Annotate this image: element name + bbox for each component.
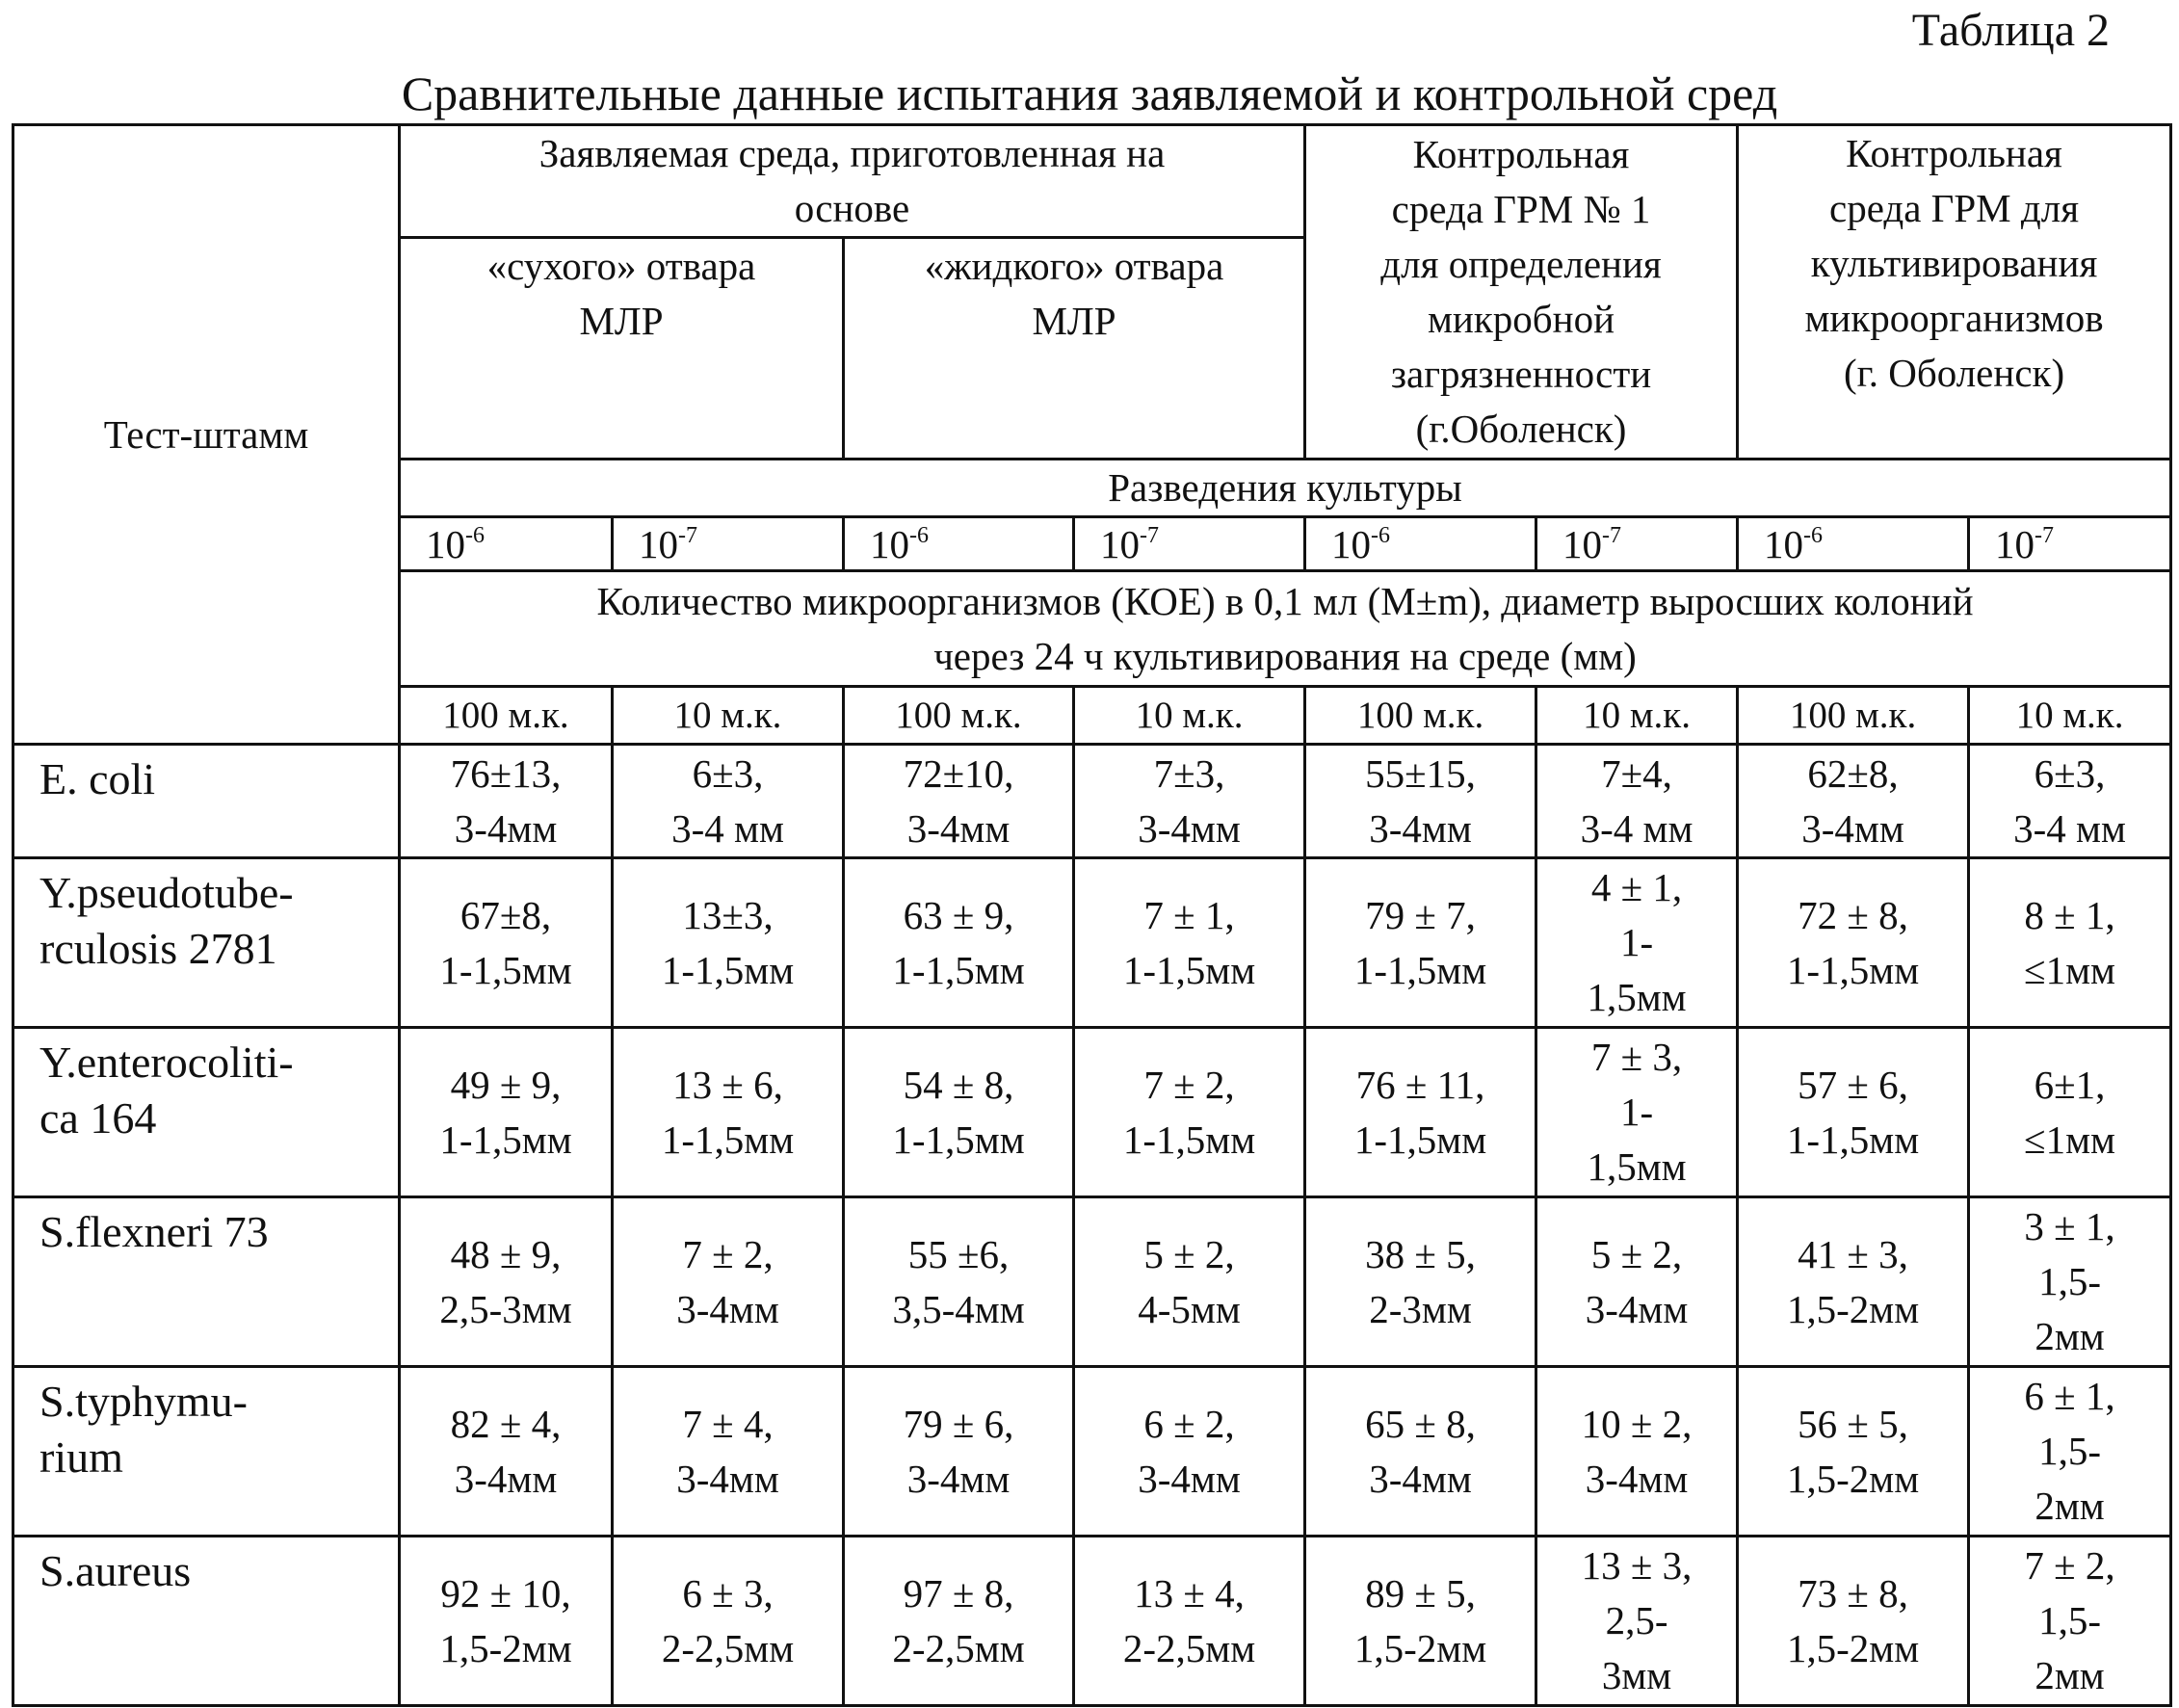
result-cell	[613, 1367, 844, 1537]
result-cell	[844, 858, 1074, 1028]
header-colony-count-text: Количество микроорганизмов (КОЕ) в 0,1 мл (М±m), диаметр выросших колоний через 24 ч культивирования на среде (мм)	[405, 574, 2166, 684]
result-cell	[1738, 858, 1969, 1028]
comparison-table	[12, 123, 2172, 1707]
result-cell	[844, 745, 1074, 858]
result-cell	[400, 1197, 613, 1367]
result-cell	[1074, 858, 1305, 1028]
header-mk-100: 100 м.к.	[400, 687, 613, 745]
result-cell	[1074, 745, 1305, 858]
result-cell	[1305, 1028, 1536, 1197]
result-cell	[844, 1367, 1074, 1537]
table-label: Таблица 2	[1912, 2, 2110, 60]
result-cell	[1738, 1537, 1969, 1706]
result-value: 13 ± 6, 1-1,5мм	[617, 1058, 838, 1168]
dilution-cell	[1305, 517, 1536, 571]
dilution-cell	[1074, 517, 1305, 571]
result-cell	[1536, 1197, 1738, 1367]
result-cell	[613, 1537, 844, 1706]
dilution-cell	[844, 517, 1074, 571]
header-control-medium-1-text: Контрольная среда ГРМ № 1 для определения микробной загрязненности (г.Оболенск)	[1310, 127, 1732, 457]
strain-name: Y.enterocoliti- ca 164	[39, 1035, 394, 1146]
dilution-base: 10	[1331, 522, 1371, 566]
header-liquid-decoction	[844, 238, 1305, 460]
result-value: 7 ± 2, 1-1,5мм	[1079, 1058, 1300, 1168]
result-cell	[400, 1537, 613, 1706]
result-value: 6 ± 3, 2-2,5мм	[617, 1566, 838, 1676]
dilution-cell	[400, 517, 613, 571]
header-claimed-medium-text: Заявляемая среда, приготовленная на основе	[405, 126, 1300, 236]
result-cell	[1074, 1028, 1305, 1197]
result-value: 57 ± 6, 1-1,5мм	[1743, 1058, 1963, 1168]
header-mk-100: 100 м.к.	[1738, 687, 1969, 745]
result-cell	[1305, 1537, 1536, 1706]
result-cell	[1969, 1028, 2171, 1197]
result-value: 73 ± 8, 1,5-2мм	[1743, 1566, 1963, 1676]
dilution-base: 10	[1100, 522, 1140, 566]
result-cell	[400, 1367, 613, 1537]
strain-name: E. coli	[39, 751, 394, 807]
result-cell	[1969, 858, 2171, 1028]
result-value: 7±3, 3-4мм	[1079, 747, 1300, 856]
header-colony-count	[400, 571, 2171, 687]
result-value: 6 ± 1, 1,5- 2мм	[1974, 1369, 2166, 1534]
result-value: 5 ± 2, 4-5мм	[1079, 1227, 1300, 1337]
strain-name: Y.pseudotube- rculosis 2781	[39, 865, 394, 977]
result-cell	[1738, 745, 1969, 858]
result-cell	[1074, 1537, 1305, 1706]
dilution-cell	[1536, 517, 1738, 571]
result-value: 92 ± 10, 1,5-2мм	[405, 1566, 607, 1676]
result-value: 5 ± 2, 3-4мм	[1541, 1227, 1732, 1337]
header-mk-10: 10 м.к.	[1074, 687, 1305, 745]
table-row	[13, 1537, 2171, 1706]
result-cell	[1738, 1197, 1969, 1367]
strain-name-cell	[13, 858, 400, 1028]
result-value: 62±8, 3-4мм	[1743, 747, 1963, 856]
dilution-base: 10	[1995, 522, 2035, 566]
result-value: 7 ± 2, 1,5- 2мм	[1974, 1538, 2166, 1703]
header-liquid-decoction-text: «жидкого» отвара МЛР	[849, 239, 1300, 349]
dilution-exponent: -6	[909, 523, 929, 548]
result-value: 79 ± 7, 1-1,5мм	[1310, 888, 1531, 998]
result-value: 79 ± 6, 3-4мм	[849, 1397, 1068, 1507]
table-row	[13, 1367, 2171, 1537]
dilution-base: 10	[1764, 522, 1803, 566]
result-value: 7 ± 3, 1- 1,5мм	[1541, 1030, 1732, 1195]
result-value: 76±13, 3-4мм	[405, 747, 607, 856]
result-cell	[1536, 1028, 1738, 1197]
result-cell	[400, 858, 613, 1028]
result-cell	[1969, 1537, 2171, 1706]
result-value: 7 ± 2, 3-4мм	[617, 1227, 838, 1337]
result-value: 56 ± 5, 1,5-2мм	[1743, 1397, 1963, 1507]
result-value: 6±3, 3-4 мм	[617, 747, 838, 856]
strain-name-cell	[13, 1537, 400, 1706]
strain-name: S.aureus	[39, 1543, 394, 1599]
strain-name: S.typhymu- rium	[39, 1374, 394, 1485]
result-value: 41 ± 3, 1,5-2мм	[1743, 1227, 1963, 1337]
dilution-cell	[1969, 517, 2171, 571]
result-value: 55 ±6, 3,5-4мм	[849, 1227, 1068, 1337]
result-cell	[1738, 1028, 1969, 1197]
result-value: 97 ± 8, 2-2,5мм	[849, 1566, 1068, 1676]
result-value: 76 ± 11, 1-1,5мм	[1310, 1058, 1531, 1168]
result-value: 6 ± 2, 3-4мм	[1079, 1397, 1300, 1507]
result-cell	[1536, 745, 1738, 858]
result-value: 89 ± 5, 1,5-2мм	[1310, 1566, 1531, 1676]
result-cell	[1536, 1367, 1738, 1537]
result-value: 13 ± 3, 2,5- 3мм	[1541, 1538, 1732, 1703]
result-value: 13 ± 4, 2-2,5мм	[1079, 1566, 1300, 1676]
result-cell	[613, 1028, 844, 1197]
dilution-base: 10	[870, 522, 909, 566]
dilution-exponent: -6	[1803, 523, 1823, 548]
result-value: 67±8, 1-1,5мм	[405, 888, 607, 998]
result-cell	[1305, 1197, 1536, 1367]
result-cell	[844, 1197, 1074, 1367]
table-row	[13, 1197, 2171, 1367]
result-value: 7 ± 1, 1-1,5мм	[1079, 888, 1300, 998]
result-value: 6±1, ≤1мм	[1974, 1058, 2166, 1168]
header-mk-100: 100 м.к.	[844, 687, 1074, 745]
result-cell	[1536, 858, 1738, 1028]
dilution-exponent: -6	[465, 523, 485, 548]
result-value: 8 ± 1, ≤1мм	[1974, 888, 2166, 998]
strain-name-cell	[13, 1367, 400, 1537]
result-value: 10 ± 2, 3-4мм	[1541, 1397, 1732, 1507]
result-cell	[1074, 1197, 1305, 1367]
dilution-exponent: -7	[1140, 523, 1159, 548]
header-control-medium-1	[1305, 125, 1738, 460]
result-cell	[1969, 1367, 2171, 1537]
dilution-cell	[613, 517, 844, 571]
result-value: 3 ± 1, 1,5- 2мм	[1974, 1199, 2166, 1364]
table-row	[13, 1028, 2171, 1197]
result-value: 54 ± 8, 1-1,5мм	[849, 1058, 1068, 1168]
result-cell	[1536, 1537, 1738, 1706]
result-cell	[400, 745, 613, 858]
dilution-base: 10	[1562, 522, 1602, 566]
result-value: 72 ± 8, 1-1,5мм	[1743, 888, 1963, 998]
result-value: 7±4, 3-4 мм	[1541, 747, 1732, 856]
result-cell	[400, 1028, 613, 1197]
dilution-exponent: -7	[1602, 523, 1621, 548]
strain-name-cell	[13, 1197, 400, 1367]
result-value: 13±3, 1-1,5мм	[617, 888, 838, 998]
header-dry-decoction	[400, 238, 844, 460]
result-cell	[1305, 745, 1536, 858]
dilution-exponent: -7	[2035, 523, 2054, 548]
result-value: 65 ± 8, 3-4мм	[1310, 1397, 1531, 1507]
header-test-strain: Тест-штамм	[13, 125, 400, 745]
strain-name-cell	[13, 1028, 400, 1197]
result-cell	[613, 858, 844, 1028]
result-cell	[844, 1028, 1074, 1197]
dilution-exponent: -7	[678, 523, 697, 548]
header-dilutions: Разведения культуры	[400, 460, 2171, 517]
result-cell	[1738, 1367, 1969, 1537]
header-control-medium-2	[1738, 125, 2171, 460]
result-value: 48 ± 9, 2,5-3мм	[405, 1227, 607, 1337]
result-cell	[1969, 745, 2171, 858]
table-title: Сравнительные данные испытания заявляемой и контрольной сред	[0, 64, 2179, 123]
dilution-cell	[1738, 517, 1969, 571]
strain-name: S.flexneri 73	[39, 1204, 394, 1260]
result-cell	[1305, 858, 1536, 1028]
result-value: 6±3, 3-4 мм	[1974, 747, 2166, 856]
result-value: 49 ± 9, 1-1,5мм	[405, 1058, 607, 1168]
result-cell	[1074, 1367, 1305, 1537]
dilution-exponent: -6	[1371, 523, 1390, 548]
result-value: 7 ± 4, 3-4мм	[617, 1397, 838, 1507]
result-cell	[613, 745, 844, 858]
header-mk-10: 10 м.к.	[1969, 687, 2171, 745]
result-value: 82 ± 4, 3-4мм	[405, 1397, 607, 1507]
table-body	[13, 745, 2171, 1706]
result-value: 38 ± 5, 2-3мм	[1310, 1227, 1531, 1337]
header-mk-100: 100 м.к.	[1305, 687, 1536, 745]
result-value: 4 ± 1, 1- 1,5мм	[1541, 860, 1732, 1025]
header-mk-10: 10 м.к.	[613, 687, 844, 745]
result-value: 55±15, 3-4мм	[1310, 747, 1531, 856]
table-row	[13, 858, 2171, 1028]
result-cell	[613, 1197, 844, 1367]
result-cell	[844, 1537, 1074, 1706]
header-control-medium-2-text: Контрольная среда ГРМ для культивирования микроорганизмов (г. Оболенск)	[1743, 126, 2166, 401]
result-value: 63 ± 9, 1-1,5мм	[849, 888, 1068, 998]
table-row	[13, 745, 2171, 858]
result-value: 72±10, 3-4мм	[849, 747, 1068, 856]
header-mk-10: 10 м.к.	[1536, 687, 1738, 745]
result-cell	[1969, 1197, 2171, 1367]
header-dry-decoction-text: «сухого» отвара МЛР	[405, 239, 838, 349]
result-cell	[1305, 1367, 1536, 1537]
header-claimed-medium	[400, 125, 1305, 238]
dilution-base: 10	[426, 522, 465, 566]
dilution-base: 10	[639, 522, 678, 566]
strain-name-cell	[13, 745, 400, 858]
